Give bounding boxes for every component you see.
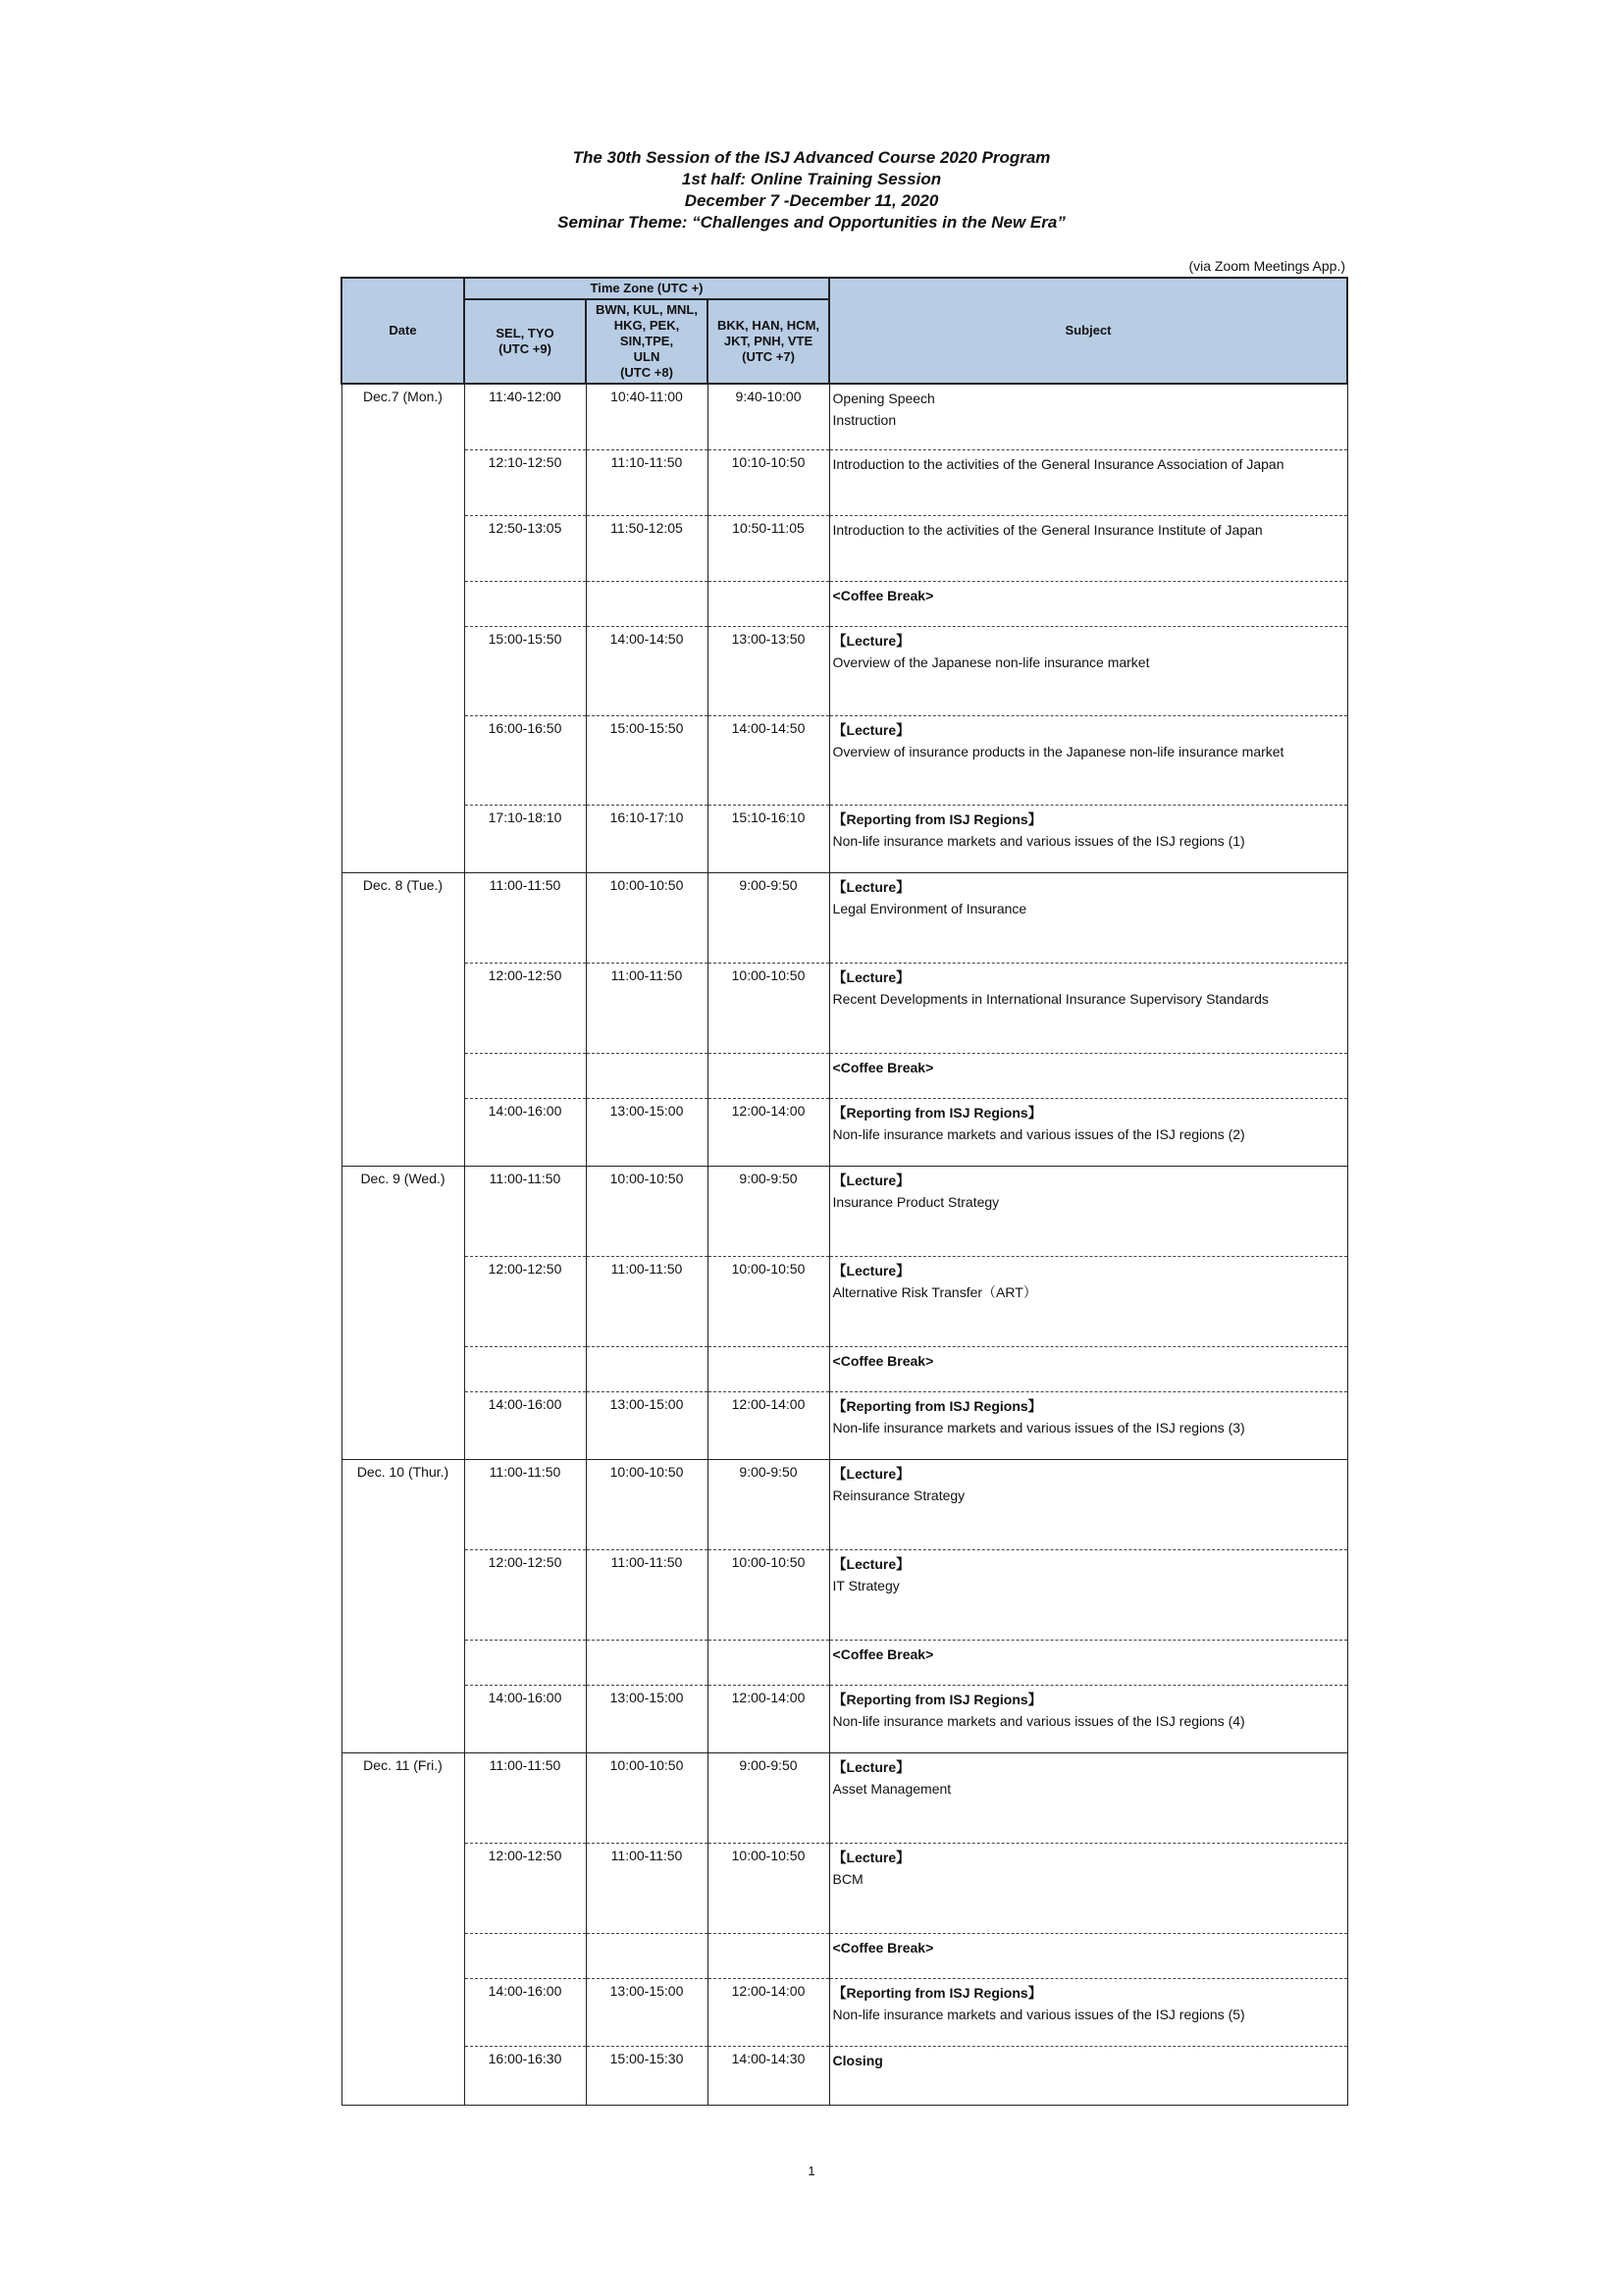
time-slot-tz1: 12:00-12:50 xyxy=(464,1843,586,1933)
time-slot-tz2 xyxy=(586,581,707,626)
session-subject xyxy=(829,449,1347,515)
time-slot-tz1: 16:00-16:50 xyxy=(464,715,586,805)
time-slot-tz2: 11:50-12:05 xyxy=(586,515,707,581)
session-subject xyxy=(829,1549,1347,1640)
time-slot-tz1: 11:00-11:50 xyxy=(464,1459,586,1549)
session-row xyxy=(341,1640,1347,1685)
time-slot-tz3: 15:10-16:10 xyxy=(707,805,829,872)
session-row xyxy=(341,1978,1347,2046)
title-line-3: December 7 -December 11, 2020 xyxy=(684,191,939,210)
time-slot-tz1: 11:40-12:00 xyxy=(464,384,586,449)
session-subject xyxy=(829,1166,1347,1256)
time-slot-tz1 xyxy=(464,1346,586,1391)
title-line-2: 1st half: Online Training Session xyxy=(681,170,942,188)
time-slot-tz3: 9:40-10:00 xyxy=(707,384,829,449)
time-slot-tz3 xyxy=(707,1346,829,1391)
session-subject xyxy=(829,963,1347,1053)
title-line-1: The 30th Session of the ISJ Advanced Course 2020 Program xyxy=(572,148,1051,167)
time-slot-tz2 xyxy=(586,1640,707,1685)
time-slot-tz1: 12:10-12:50 xyxy=(464,449,586,515)
time-slot-tz3: 14:00-14:30 xyxy=(707,2046,829,2105)
day-date: Dec.7 (Mon.) xyxy=(341,384,464,872)
session-subject xyxy=(829,1843,1347,1933)
program-title-block xyxy=(0,147,1623,234)
time-slot-tz3: 12:00-14:00 xyxy=(707,1391,829,1459)
session-subject xyxy=(829,384,1347,449)
time-slot-tz1 xyxy=(464,581,586,626)
time-slot-tz1: 14:00-16:00 xyxy=(464,1978,586,2046)
subject-line-primary: <Coffee Break> xyxy=(832,1645,934,1662)
session-row xyxy=(341,1549,1347,1640)
session-subject xyxy=(829,715,1347,805)
subject-line: Non-life insurance markets and various issues of the ISJ regions (1) xyxy=(832,832,1245,849)
subject-line: Recent Developments in International Insurance Supervisory Standards xyxy=(832,990,1269,1007)
subject-line-primary: 【Lecture】 xyxy=(832,878,911,895)
subject-line: Non-life insurance markets and various issues of the ISJ regions (4) xyxy=(832,1712,1245,1729)
subject-line-primary: 【Reporting from ISJ Regions】 xyxy=(832,810,1042,827)
time-slot-tz3 xyxy=(707,1640,829,1685)
subject-line-primary: Opening Speech xyxy=(832,391,935,406)
time-slot-tz1: 11:00-11:50 xyxy=(464,872,586,963)
session-subject xyxy=(829,1346,1347,1391)
session-row xyxy=(341,449,1347,515)
time-slot-tz1: 12:00-12:50 xyxy=(464,1256,586,1346)
time-slot-tz1 xyxy=(464,1053,586,1098)
session-row xyxy=(341,2046,1347,2105)
time-slot-tz2: 10:40-11:00 xyxy=(586,384,707,449)
time-slot-tz1: 14:00-16:00 xyxy=(464,1098,586,1166)
session-row xyxy=(341,805,1347,872)
time-slot-tz1: 12:00-12:50 xyxy=(464,1549,586,1640)
subject-line-primary: Introduction to the activities of the General Insurance Association of Japan xyxy=(832,455,1284,472)
time-slot-tz1 xyxy=(464,1640,586,1685)
subject-line: Alternative Risk Transfer（ART） xyxy=(832,1283,1037,1300)
subject-line-primary: 【Lecture】 xyxy=(832,1555,911,1572)
subject-line: Insurance Product Strategy xyxy=(832,1193,1000,1210)
time-slot-tz2: 15:00-15:30 xyxy=(586,2046,707,2105)
time-slot-tz2: 13:00-15:00 xyxy=(586,1978,707,2046)
time-slot-tz3: 10:50-11:05 xyxy=(707,515,829,581)
time-slot-tz2: 10:00-10:50 xyxy=(586,1459,707,1549)
time-slot-tz3: 9:00-9:50 xyxy=(707,872,829,963)
time-slot-tz2: 10:00-10:50 xyxy=(586,1752,707,1843)
subject-line-primary: 【Lecture】 xyxy=(832,632,911,649)
time-slot-tz2: 11:00-11:50 xyxy=(586,1843,707,1933)
time-slot-tz2: 15:00-15:50 xyxy=(586,715,707,805)
time-slot-tz2: 14:00-14:50 xyxy=(586,626,707,715)
day-date: Dec. 8 (Tue.) xyxy=(341,872,464,1166)
header-time-zone: Time Zone (UTC +) xyxy=(464,278,829,299)
session-row xyxy=(341,1685,1347,1752)
time-slot-tz3: 9:00-9:50 xyxy=(707,1166,829,1256)
session-row xyxy=(341,384,1347,449)
session-subject xyxy=(829,805,1347,872)
day-date: Dec. 10 (Thur.) xyxy=(341,1459,464,1752)
subject-line: Overview of the Japanese non-life insurance market xyxy=(832,653,1150,670)
session-row xyxy=(341,581,1347,626)
time-slot-tz2: 13:00-15:00 xyxy=(586,1098,707,1166)
time-slot-tz1 xyxy=(464,1933,586,1978)
subject-line: Reinsurance Strategy xyxy=(832,1487,966,1503)
time-slot-tz3: 10:00-10:50 xyxy=(707,1843,829,1933)
subject-line: Non-life insurance markets and various issues of the ISJ regions (3) xyxy=(832,1419,1245,1435)
subject-line-primary: 【Reporting from ISJ Regions】 xyxy=(832,1984,1042,2001)
time-slot-tz2: 10:00-10:50 xyxy=(586,1166,707,1256)
session-row xyxy=(341,1098,1347,1166)
time-slot-tz2: 11:00-11:50 xyxy=(586,963,707,1053)
schedule-table xyxy=(340,277,1348,2106)
session-row xyxy=(341,1933,1347,1978)
session-row xyxy=(341,1256,1347,1346)
time-slot-tz3: 12:00-14:00 xyxy=(707,1685,829,1752)
time-slot-tz2: 16:10-17:10 xyxy=(586,805,707,872)
time-slot-tz3 xyxy=(707,581,829,626)
subject-line-primary: <Coffee Break> xyxy=(832,587,934,603)
time-slot-tz3: 10:00-10:50 xyxy=(707,1549,829,1640)
subject-line-primary: 【Lecture】 xyxy=(832,1172,911,1188)
subject-line-primary: Closing xyxy=(832,2052,883,2068)
session-row xyxy=(341,1843,1347,1933)
time-slot-tz1: 16:00-16:30 xyxy=(464,2046,586,2105)
subject-line-primary: 【Lecture】 xyxy=(832,1262,911,1278)
time-slot-tz3: 10:00-10:50 xyxy=(707,1256,829,1346)
title-line-4: Seminar Theme: “Challenges and Opportunities in the New Era” xyxy=(557,213,1066,232)
session-row xyxy=(341,1346,1347,1391)
session-subject xyxy=(829,515,1347,581)
subject-line-primary: 【Lecture】 xyxy=(832,968,911,985)
time-slot-tz2: 13:00-15:00 xyxy=(586,1391,707,1459)
subject-line-primary: 【Reporting from ISJ Regions】 xyxy=(832,1397,1042,1414)
time-slot-tz2: 11:10-11:50 xyxy=(586,449,707,515)
time-slot-tz1: 15:00-15:50 xyxy=(464,626,586,715)
session-subject xyxy=(829,1685,1347,1752)
subject-line-primary: 【Lecture】 xyxy=(832,1849,911,1865)
subject-line-primary: 【Lecture】 xyxy=(832,1465,911,1482)
time-slot-tz3: 10:00-10:50 xyxy=(707,963,829,1053)
session-row xyxy=(341,1053,1347,1098)
header-tz-utc9: SEL, TYO (UTC +9) xyxy=(464,299,586,384)
schedule-body xyxy=(341,384,1347,2105)
time-slot-tz1: 11:00-11:50 xyxy=(464,1752,586,1843)
time-slot-tz1: 12:50-13:05 xyxy=(464,515,586,581)
session-subject xyxy=(829,1256,1347,1346)
subject-line: Instruction xyxy=(832,412,897,428)
time-slot-tz2: 10:00-10:50 xyxy=(586,872,707,963)
time-slot-tz2: 11:00-11:50 xyxy=(586,1256,707,1346)
time-slot-tz3 xyxy=(707,1933,829,1978)
session-subject xyxy=(829,1752,1347,1843)
session-row xyxy=(341,715,1347,805)
session-subject xyxy=(829,1933,1347,1978)
session-subject xyxy=(829,1978,1347,2046)
time-slot-tz2 xyxy=(586,1933,707,1978)
via-note: (via Zoom Meetings App.) xyxy=(1188,258,1345,274)
session-row xyxy=(341,872,1347,963)
subject-line: Overview of insurance products in the Japanese non-life insurance market xyxy=(832,743,1284,759)
day-date: Dec. 9 (Wed.) xyxy=(341,1166,464,1459)
schedule-header xyxy=(341,278,1347,384)
time-slot-tz2 xyxy=(586,1053,707,1098)
session-subject xyxy=(829,626,1347,715)
time-slot-tz3: 9:00-9:50 xyxy=(707,1752,829,1843)
time-slot-tz3 xyxy=(707,1053,829,1098)
session-subject xyxy=(829,872,1347,963)
subject-line: IT Strategy xyxy=(832,1577,900,1593)
subject-line-primary: Introduction to the activities of the General Insurance Institute of Japan xyxy=(832,521,1263,538)
session-row xyxy=(341,1166,1347,1256)
time-slot-tz1: 17:10-18:10 xyxy=(464,805,586,872)
time-slot-tz3: 10:10-10:50 xyxy=(707,449,829,515)
subject-line: Legal Environment of Insurance xyxy=(832,900,1027,916)
session-subject xyxy=(829,1640,1347,1685)
session-subject xyxy=(829,2046,1347,2105)
subject-line: Non-life insurance markets and various issues of the ISJ regions (5) xyxy=(832,2006,1245,2022)
time-slot-tz3: 13:00-13:50 xyxy=(707,626,829,715)
day-date: Dec. 11 (Fri.) xyxy=(341,1752,464,2105)
session-subject xyxy=(829,1098,1347,1166)
time-slot-tz1: 11:00-11:50 xyxy=(464,1166,586,1256)
header-tz-utc7: BKK, HAN, HCM, JKT, PNH, VTE (UTC +7) xyxy=(707,299,829,384)
session-row xyxy=(341,1459,1347,1549)
time-slot-tz3: 12:00-14:00 xyxy=(707,1978,829,2046)
subject-line-primary: 【Reporting from ISJ Regions】 xyxy=(832,1104,1042,1121)
subject-line-primary: 【Reporting from ISJ Regions】 xyxy=(832,1691,1042,1707)
subject-line-primary: <Coffee Break> xyxy=(832,1352,934,1369)
time-slot-tz3: 14:00-14:50 xyxy=(707,715,829,805)
time-slot-tz1: 14:00-16:00 xyxy=(464,1391,586,1459)
header-subject: Subject xyxy=(829,278,1347,384)
subject-line: Asset Management xyxy=(832,1780,952,1797)
subject-line-primary: 【Lecture】 xyxy=(832,721,911,738)
session-row xyxy=(341,626,1347,715)
time-slot-tz1: 14:00-16:00 xyxy=(464,1685,586,1752)
header-date: Date xyxy=(341,278,464,384)
time-slot-tz3: 9:00-9:50 xyxy=(707,1459,829,1549)
page-number: 1 xyxy=(808,2164,815,2178)
time-slot-tz2: 11:00-11:50 xyxy=(586,1549,707,1640)
subject-line-primary: 【Lecture】 xyxy=(832,1758,911,1775)
subject-line-primary: <Coffee Break> xyxy=(832,1939,934,1956)
subject-line-primary: <Coffee Break> xyxy=(832,1059,934,1075)
session-row xyxy=(341,1391,1347,1459)
session-row xyxy=(341,963,1347,1053)
session-row xyxy=(341,515,1347,581)
subject-line: BCM xyxy=(832,1870,864,1887)
subject-line: Non-life insurance markets and various issues of the ISJ regions (2) xyxy=(832,1125,1245,1142)
session-subject xyxy=(829,1459,1347,1549)
time-slot-tz2: 13:00-15:00 xyxy=(586,1685,707,1752)
time-slot-tz3: 12:00-14:00 xyxy=(707,1098,829,1166)
session-subject xyxy=(829,1391,1347,1459)
session-subject xyxy=(829,581,1347,626)
session-subject xyxy=(829,1053,1347,1098)
session-row xyxy=(341,1752,1347,1843)
time-slot-tz2 xyxy=(586,1346,707,1391)
time-slot-tz1: 12:00-12:50 xyxy=(464,963,586,1053)
header-tz-utc8: BWN, KUL, MNL, HKG, PEK, SIN,TPE, ULN (UTC +8) xyxy=(586,299,707,384)
